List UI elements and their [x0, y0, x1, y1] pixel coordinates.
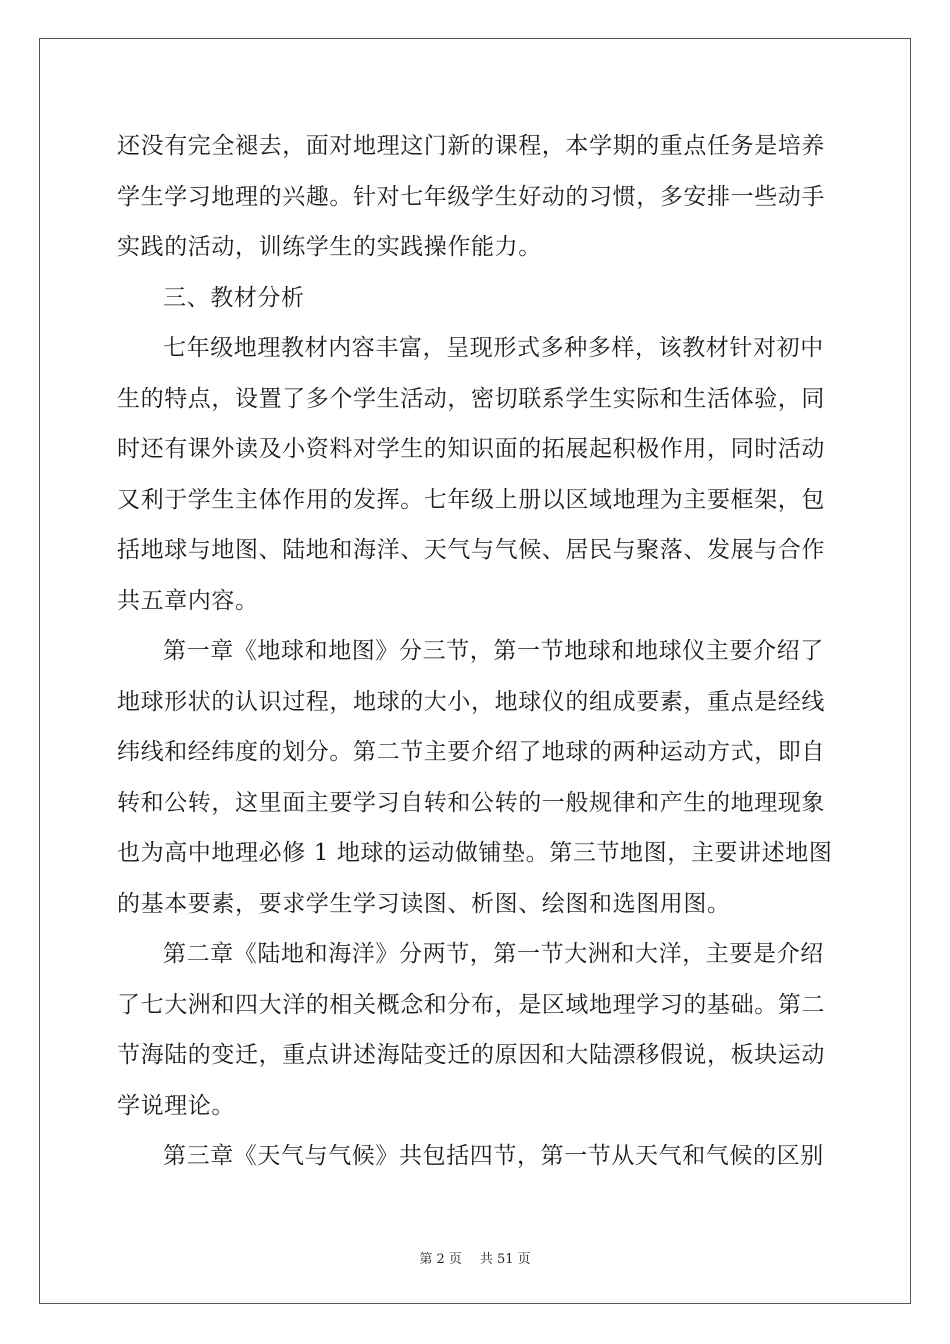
text-line: 生的特点，设置了多个学生活动，密切联系学生实际和生活体验，同 [117, 385, 825, 412]
document-body [117, 121, 832, 1182]
text-line: 共五章内容。 [117, 587, 259, 614]
text-line: 第三章《天气与气候》共包括四节，第一节从天气和气候的区别 [163, 1143, 824, 1169]
text-line: 实践的活动，训练学生的实践操作能力。 [117, 234, 542, 260]
page-footer [0, 1248, 950, 1267]
text-line: 节海陆的变迁，重点讲述海陆变迁的原因和大陆漂移假说，板块运动 [117, 1042, 825, 1068]
text-line: 学生学习地理的兴趣。针对七年级学生好动的习惯，多安排一些动手 [117, 183, 825, 210]
text-line: 又利于学生主体作用的发挥。七年级上册以区域地理为主要框架，包 [117, 486, 825, 513]
text-line: 转和公转，这里面主要学习自转和公转的一般规律和产生的地理现象 [117, 789, 825, 816]
text-line: 地球形状的认识过程，地球的大小，地球仪的组成要素，重点是经线 [117, 688, 825, 715]
text-line: 时还有课外读及小资料对学生的知识面的拓展起积极作用，同时活动 [117, 436, 825, 462]
text-line: 也为高中地理必修 1 地球的运动做铺垫。第三节地图，主要讲述地图 [117, 840, 832, 866]
text-line: 括地球与地图、陆地和海洋、天气与气候、居民与聚落、发展与合作 [117, 537, 825, 563]
text-line: 第一章《地球和地图》分三节，第一节地球和地球仪主要介绍了 [163, 638, 824, 664]
text-line: 七年级地理教材内容丰富，呈现形式多种多样，该教材针对初中 [163, 335, 824, 361]
total-pages: 共 51 页 [479, 1252, 531, 1267]
text-line: 第二章《陆地和海洋》分两节，第一节大洲和大洋，主要是介绍 [163, 941, 824, 967]
text-line: 的基本要素，要求学生学习读图、析图、绘图和选图用图。 [117, 890, 731, 917]
text-line: 了七大洲和四大洋的相关概念和分布，是区域地理学习的基础。第二 [117, 991, 825, 1018]
text-line: 还没有完全褪去，面对地理这门新的课程，本学期的重点任务是培养 [117, 133, 825, 159]
text-line: 三、教材分析 [163, 284, 305, 311]
page-number: 第 2 页 [419, 1252, 462, 1267]
text-line: 学说理论。 [117, 1092, 235, 1119]
text-line: 纬线和经纬度的划分。第二节主要介绍了地球的两种运动方式，即自 [117, 739, 825, 765]
